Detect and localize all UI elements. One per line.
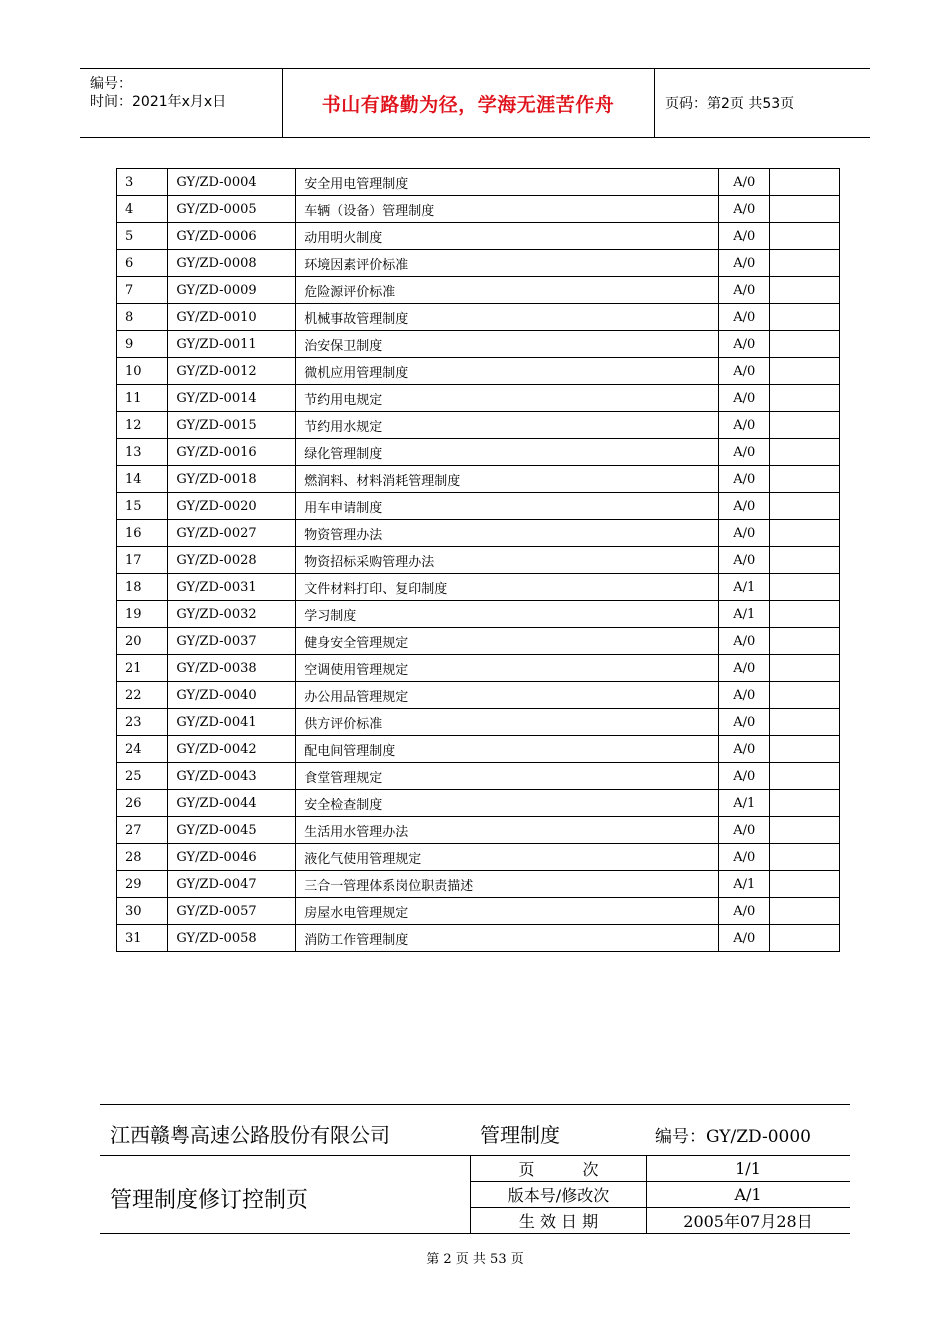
- table-row: [117, 817, 840, 844]
- row-name: 液化气使用管理规定: [296, 844, 719, 871]
- row-extra: [770, 520, 840, 547]
- row-version: A/0: [719, 844, 770, 871]
- field-value-date: 2005年07月28日: [683, 1212, 813, 1231]
- row-number: 12: [117, 412, 168, 439]
- row-version: A/0: [719, 385, 770, 412]
- row-extra: [770, 763, 840, 790]
- row-code: GY/ZD-0008: [168, 250, 296, 277]
- row-name: 安全用电管理制度: [296, 169, 719, 196]
- row-code: GY/ZD-0045: [168, 817, 296, 844]
- row-name: 机械事故管理制度: [296, 304, 719, 331]
- row-name: 车辆（设备）管理制度: [296, 196, 719, 223]
- header-meta: [80, 69, 283, 137]
- table-row: [117, 844, 840, 871]
- row-code: GY/ZD-0020: [168, 493, 296, 520]
- row-name: 食堂管理规定: [296, 763, 719, 790]
- table-row: [117, 304, 840, 331]
- row-number: 16: [117, 520, 168, 547]
- row-name: 物资管理办法: [296, 520, 719, 547]
- row-name: 物资招标采购管理办法: [296, 547, 719, 574]
- field-label-version: 版本号/修改次: [470, 1182, 647, 1208]
- row-version: A/0: [719, 520, 770, 547]
- row-number: 28: [117, 844, 168, 871]
- row-code: GY/ZD-0058: [168, 925, 296, 952]
- row-code: GY/ZD-0004: [168, 169, 296, 196]
- row-code: GY/ZD-0010: [168, 304, 296, 331]
- row-extra: [770, 709, 840, 736]
- row-extra: [770, 790, 840, 817]
- row-name: 健身安全管理规定: [296, 628, 719, 655]
- row-extra: [770, 601, 840, 628]
- row-version: A/0: [719, 817, 770, 844]
- row-name: 燃润料、材料消耗管理制度: [296, 466, 719, 493]
- row-name: 治安保卫制度: [296, 331, 719, 358]
- row-number: 25: [117, 763, 168, 790]
- row-extra: [770, 331, 840, 358]
- row-extra: [770, 385, 840, 412]
- row-extra: [770, 223, 840, 250]
- row-extra: [770, 655, 840, 682]
- row-extra: [770, 277, 840, 304]
- row-number: 17: [117, 547, 168, 574]
- row-name: 空调使用管理规定: [296, 655, 719, 682]
- row-code: GY/ZD-0031: [168, 574, 296, 601]
- row-extra: [770, 925, 840, 952]
- control-header-row: [100, 1105, 850, 1156]
- row-code: GY/ZD-0018: [168, 466, 296, 493]
- table-row: [117, 655, 840, 682]
- row-name: 危险源评价标准: [296, 277, 719, 304]
- row-number: 23: [117, 709, 168, 736]
- table-row: [117, 736, 840, 763]
- row-code: GY/ZD-0057: [168, 898, 296, 925]
- row-name: 学习制度: [296, 601, 719, 628]
- row-number: 27: [117, 817, 168, 844]
- row-name: 房屋水电管理规定: [296, 898, 719, 925]
- row-extra: [770, 493, 840, 520]
- row-code: GY/ZD-0038: [168, 655, 296, 682]
- row-extra: [770, 358, 840, 385]
- row-version: A/1: [719, 790, 770, 817]
- row-extra: [770, 682, 840, 709]
- row-number: 29: [117, 871, 168, 898]
- field-label-date: 生 效 日 期: [470, 1208, 647, 1233]
- row-name: 安全检查制度: [296, 790, 719, 817]
- row-number: 18: [117, 574, 168, 601]
- row-version: A/0: [719, 331, 770, 358]
- row-code: GY/ZD-0009: [168, 277, 296, 304]
- number-label: 编号：: [90, 76, 132, 92]
- field-value-version: A/1: [646, 1182, 850, 1208]
- table-row: [117, 412, 840, 439]
- row-version: A/0: [719, 304, 770, 331]
- row-version: A/0: [719, 493, 770, 520]
- row-version: A/0: [719, 466, 770, 493]
- row-number: 11: [117, 385, 168, 412]
- table-row: [117, 196, 840, 223]
- row-number: 10: [117, 358, 168, 385]
- row-version: A/0: [719, 196, 770, 223]
- row-extra: [770, 304, 840, 331]
- row-extra: [770, 250, 840, 277]
- table-row: [117, 439, 840, 466]
- row-code: GY/ZD-0032: [168, 601, 296, 628]
- row-extra: [770, 628, 840, 655]
- row-version: A/1: [719, 574, 770, 601]
- row-name: 用车申请制度: [296, 493, 719, 520]
- row-number: 26: [117, 790, 168, 817]
- row-code: GY/ZD-0005: [168, 196, 296, 223]
- doc-type: 管理制度: [480, 1123, 560, 1147]
- header-motto: [282, 69, 655, 137]
- row-code: GY/ZD-0014: [168, 385, 296, 412]
- row-extra: [770, 736, 840, 763]
- row-name: 动用明火制度: [296, 223, 719, 250]
- table-row: [117, 574, 840, 601]
- row-extra: [770, 412, 840, 439]
- row-number: 19: [117, 601, 168, 628]
- row-name: 生活用水管理办法: [296, 817, 719, 844]
- row-number: 24: [117, 736, 168, 763]
- table-row: [117, 925, 840, 952]
- field-value-page: 1/1: [646, 1156, 850, 1182]
- row-extra: [770, 844, 840, 871]
- row-code: GY/ZD-0027: [168, 520, 296, 547]
- row-code: GY/ZD-0012: [168, 358, 296, 385]
- row-version: A/0: [719, 439, 770, 466]
- table-row: [117, 628, 840, 655]
- row-name: 办公用品管理规定: [296, 682, 719, 709]
- row-number: 6: [117, 250, 168, 277]
- row-version: A/0: [719, 358, 770, 385]
- row-name: 文件材料打印、复印制度: [296, 574, 719, 601]
- control-page-title: 管理制度修订控制页: [110, 1188, 309, 1213]
- row-number: 21: [117, 655, 168, 682]
- row-number: 9: [117, 331, 168, 358]
- row-code: GY/ZD-0040: [168, 682, 296, 709]
- table-row: [117, 250, 840, 277]
- row-code: GY/ZD-0042: [168, 736, 296, 763]
- row-version: A/0: [719, 277, 770, 304]
- table-row: [117, 277, 840, 304]
- table-row: [117, 871, 840, 898]
- table-row: [117, 682, 840, 709]
- table-row: [117, 709, 840, 736]
- page-footer: 第 2 页 共 53 页: [426, 1252, 524, 1267]
- row-name: 绿化管理制度: [296, 439, 719, 466]
- document-list-table: [116, 168, 840, 952]
- row-number: 7: [117, 277, 168, 304]
- row-number: 15: [117, 493, 168, 520]
- row-code: GY/ZD-0016: [168, 439, 296, 466]
- row-extra: [770, 439, 840, 466]
- company-name: 江西赣粤高速公路股份有限公司: [110, 1123, 390, 1147]
- table-row: [117, 763, 840, 790]
- control-fields-grid: [470, 1156, 850, 1233]
- row-version: A/0: [719, 412, 770, 439]
- header-page-info: [655, 69, 870, 137]
- row-code: GY/ZD-0044: [168, 790, 296, 817]
- row-version: A/0: [719, 250, 770, 277]
- row-version: A/0: [719, 682, 770, 709]
- row-code: GY/ZD-0037: [168, 628, 296, 655]
- row-name: 供方评价标准: [296, 709, 719, 736]
- table-row: [117, 385, 840, 412]
- row-name: 节约用电规定: [296, 385, 719, 412]
- row-extra: [770, 466, 840, 493]
- table-row: [117, 466, 840, 493]
- table-row: [117, 520, 840, 547]
- row-number: 13: [117, 439, 168, 466]
- page-info-text: 页码：第2页 共53页: [665, 96, 795, 112]
- row-version: A/0: [719, 763, 770, 790]
- row-version: A/0: [719, 223, 770, 250]
- row-code: GY/ZD-0041: [168, 709, 296, 736]
- doc-code: 编号：GY/ZD-0000: [655, 1127, 811, 1147]
- row-version: A/0: [719, 898, 770, 925]
- table-row: [117, 601, 840, 628]
- row-number: 30: [117, 898, 168, 925]
- row-number: 3: [117, 169, 168, 196]
- revision-control-block: [100, 1104, 850, 1234]
- motto-text: 书山有路勤为径，学海无涯苦作舟: [321, 93, 615, 116]
- row-extra: [770, 574, 840, 601]
- row-extra: [770, 898, 840, 925]
- table-row: [117, 790, 840, 817]
- table-row: [117, 169, 840, 196]
- row-name: 环境因素评价标准: [296, 250, 719, 277]
- row-version: A/0: [719, 736, 770, 763]
- row-code: GY/ZD-0043: [168, 763, 296, 790]
- field-label-page: 页 次: [470, 1156, 647, 1182]
- row-number: 20: [117, 628, 168, 655]
- row-number: 31: [117, 925, 168, 952]
- row-version: A/0: [719, 169, 770, 196]
- row-code: GY/ZD-0028: [168, 547, 296, 574]
- row-extra: [770, 871, 840, 898]
- row-number: 22: [117, 682, 168, 709]
- row-number: 14: [117, 466, 168, 493]
- page-header: [80, 68, 870, 138]
- row-code: GY/ZD-0047: [168, 871, 296, 898]
- row-version: A/0: [719, 655, 770, 682]
- row-name: 微机应用管理制度: [296, 358, 719, 385]
- row-code: GY/ZD-0015: [168, 412, 296, 439]
- table-row: [117, 898, 840, 925]
- row-extra: [770, 169, 840, 196]
- row-version: A/1: [719, 871, 770, 898]
- row-code: GY/ZD-0006: [168, 223, 296, 250]
- row-number: 8: [117, 304, 168, 331]
- row-name: 配电间管理制度: [296, 736, 719, 763]
- row-version: A/0: [719, 709, 770, 736]
- row-extra: [770, 547, 840, 574]
- row-version: A/0: [719, 628, 770, 655]
- time-label: 时间：2021年x月x日: [90, 94, 227, 110]
- table-row: [117, 223, 840, 250]
- row-name: 消防工作管理制度: [296, 925, 719, 952]
- row-version: A/0: [719, 547, 770, 574]
- row-version: A/0: [719, 925, 770, 952]
- row-extra: [770, 196, 840, 223]
- row-extra: [770, 817, 840, 844]
- row-name: 节约用水规定: [296, 412, 719, 439]
- row-number: 5: [117, 223, 168, 250]
- row-name: 三合一管理体系岗位职责描述: [296, 871, 719, 898]
- table-row: [117, 493, 840, 520]
- table-row: [117, 331, 840, 358]
- table-row: [117, 547, 840, 574]
- row-version: A/1: [719, 601, 770, 628]
- row-code: GY/ZD-0046: [168, 844, 296, 871]
- table-row: [117, 358, 840, 385]
- row-code: GY/ZD-0011: [168, 331, 296, 358]
- document-list-body: [117, 169, 840, 952]
- row-number: 4: [117, 196, 168, 223]
